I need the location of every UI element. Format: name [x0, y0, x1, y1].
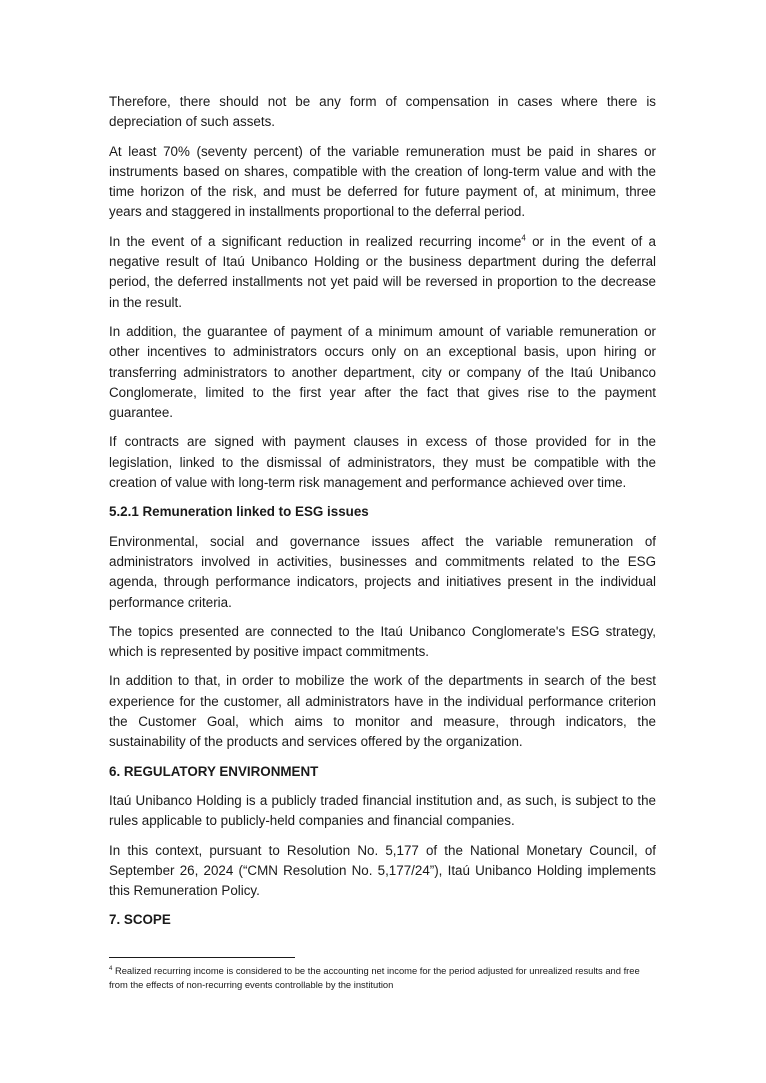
- paragraph-esg-strategy: The topics presented are connected to the Itaú Unibanco Conglomerate's ESG strategy, which is represented by positive impact commitments.: [109, 623, 656, 660]
- section-heading-regulatory: 6. REGULATORY ENVIRONMENT: [109, 763, 319, 779]
- footnote-divider: [109, 957, 295, 958]
- section-heading-scope: 7. SCOPE: [109, 912, 171, 928]
- paragraph-shares-deferral: At least 70% (seventy percent) of the variable remuneration must be paid in shares or instruments based on shares, compatible with the creation of long-term value and with the time horizon of the risk, and must be deferred for future payment of, at minimum, three years and staggered in installments proportional to the deferral period.: [109, 143, 656, 220]
- section-heading-esg: 5.2.1 Remuneration linked to ESG issues: [109, 504, 369, 520]
- paragraph-customer-goal: In addition to that, in order to mobilize the work of the departments in search of the best experience for the customer, all administrators have in the individual performance criterion the Customer Goal, which aims to monitor and measure, through indicators, the sustainability of the products and services offered by the organization.: [109, 673, 656, 750]
- paragraph-resolution: In this context, pursuant to Resolution No. 5,177 of the National Monetary Council, of September 26, 2024 (“CMN Resolution No. 5,177/24”), Itaú Unibanco Holding implements this Remuneration Policy.: [109, 842, 656, 899]
- footnote-reference: 4: [521, 233, 526, 243]
- paragraph-depreciation: Therefore, there should not be any form of compensation in cases where there is depreciation of such assets.: [109, 94, 656, 130]
- reversal-text-end: or in the event of a negative result of Itaú Unibanco Holding or the business department during the deferral period, the deferred installments not yet paid will be reversed in proportion to the decrease in the result.: [109, 233, 657, 310]
- paragraph-reversal: [109, 232, 656, 313]
- footnote-marker: 4: [109, 965, 113, 972]
- document-body: [109, 92, 656, 940]
- paragraph-publicly-traded: Itaú Unibanco Holding is a publicly traded financial institution and, as such, is subject to the rules applicable to publicly-held companies and financial companies.: [109, 792, 656, 829]
- reversal-text-start: In the event of a significant reduction in realized recurring income: [109, 233, 522, 249]
- footnote: [109, 964, 656, 992]
- paragraph-minimum-guarantee: In addition, the guarantee of payment of a minimum amount of variable remuneration or other incentives to administrators occurs only on an exceptional basis, upon hiring or transferring administrators to another department, city or company of the Itaú Unibanco Conglomerate, limited to the first year after the fact that gives rise to the payment guarantee.: [109, 323, 656, 421]
- paragraph-dismissal-clauses: If contracts are signed with payment clauses in excess of those provided for in the legislation, linked to the dismissal of administrators, they must be compatible with the creation of value with long-term risk management and performance achieved over time.: [109, 434, 656, 491]
- paragraph-esg-issues: Environmental, social and governance issues affect the variable remuneration of administrators involved in activities, businesses and commitments related to the ESG agenda, through performance indicators, projects and initiatives present in the individual performance criteria.: [109, 533, 656, 610]
- footnote-text: Realized recurring income is considered to be the accounting net income for the period adjusted for unrealized results and free from the effects of non-recurring events controllable by the institution: [109, 965, 640, 990]
